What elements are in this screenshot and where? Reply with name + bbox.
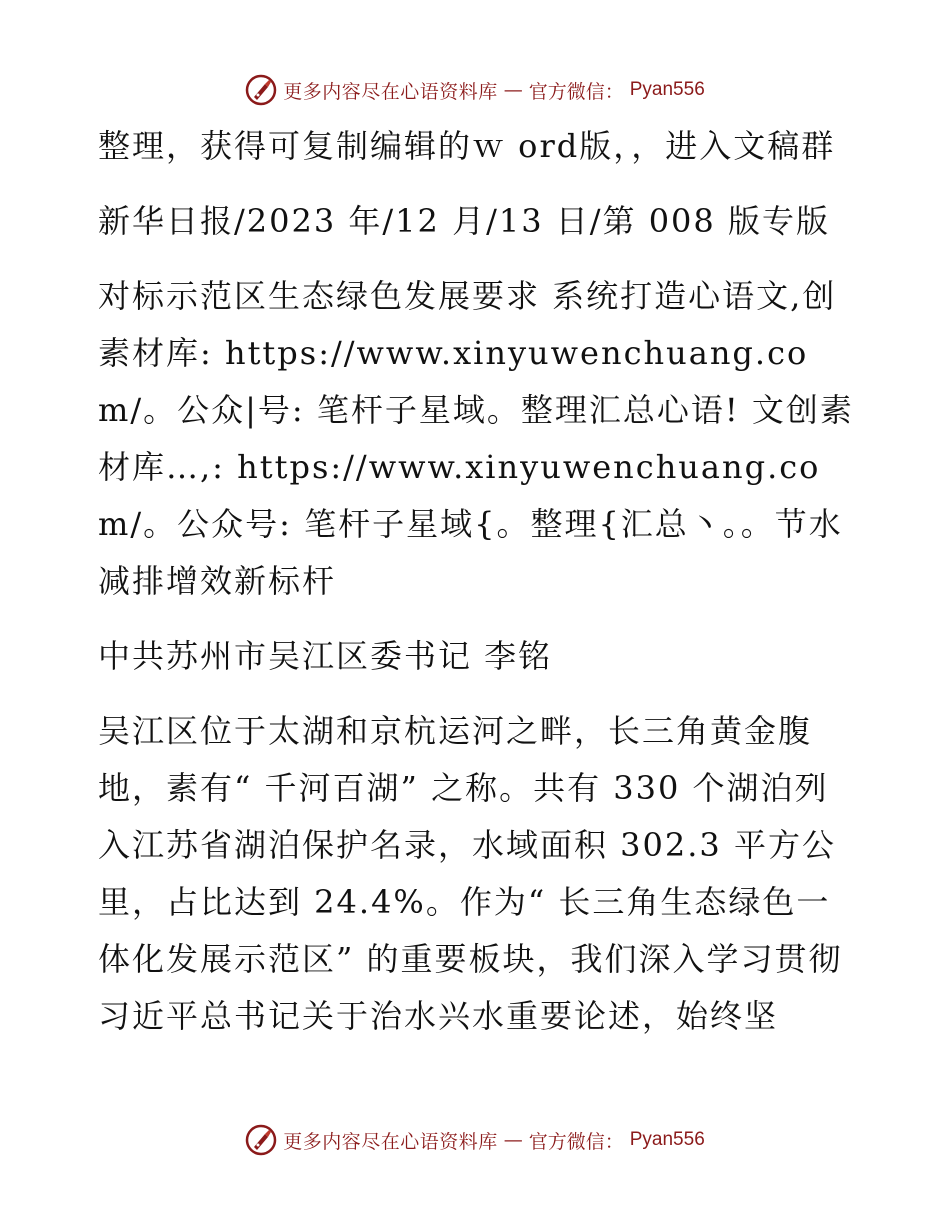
footer-wechat-label: 官方微信： [528,1130,624,1153]
paragraph-1: 整理，获得可复制编辑的ｗ ord版，，进入文稿群 [98,127,836,165]
paragraph-5: 吴江区位于太湖和京杭运河之畔，长三角黄金腹地，素有“ 千河百湖” 之称。共有 330 个湖泊列入江苏省湖泊保护名录，水域面积 302.3 平方公里，占比达到 24.4%。作为“ 长三角生态绿色一体化发展示范区” 的重要板块，我们深入学习贯彻习近平总书记关于治水兴水重要论述，始终坚 [98,712,843,1035]
pen-nib-logo-icon [245,1124,277,1156]
paragraph-3: 对标示范区生态绿色发展要求 系统打造心语文,创素材库: https://www.xinyuwenchuang.com/。公众|号: 笔杆子星域。整理汇总心语! 文创素材库…,: https://www.xinyuwenchuang.com/。公众号: 笔杆子星域{。整理{汇总丶。。节水减排增效新标杆 [98,277,854,600]
footer-banner-separator: — [503,1129,523,1151]
header-banner-separator: — [503,79,523,101]
document-body [98,118,858,1063]
header-banner [0,70,950,110]
header-wechat-label: 官方微信： [528,80,624,103]
footer-wechat-id: Pyan556 [629,1129,705,1150]
header-wechat-id: Pyan556 [629,79,705,100]
footer-banner-text: 更多内容尽在心语资料库 [283,1130,498,1153]
paragraph-4: 中共苏州市吴江区委书记 李铭 [98,637,553,675]
header-banner-text: 更多内容尽在心语资料库 [283,80,498,103]
footer-banner [0,1120,950,1160]
paragraph-2: 新华日报/2023 年/12 月/13 日/第 008 版专版 [98,202,830,240]
pen-nib-logo-icon [245,74,277,106]
